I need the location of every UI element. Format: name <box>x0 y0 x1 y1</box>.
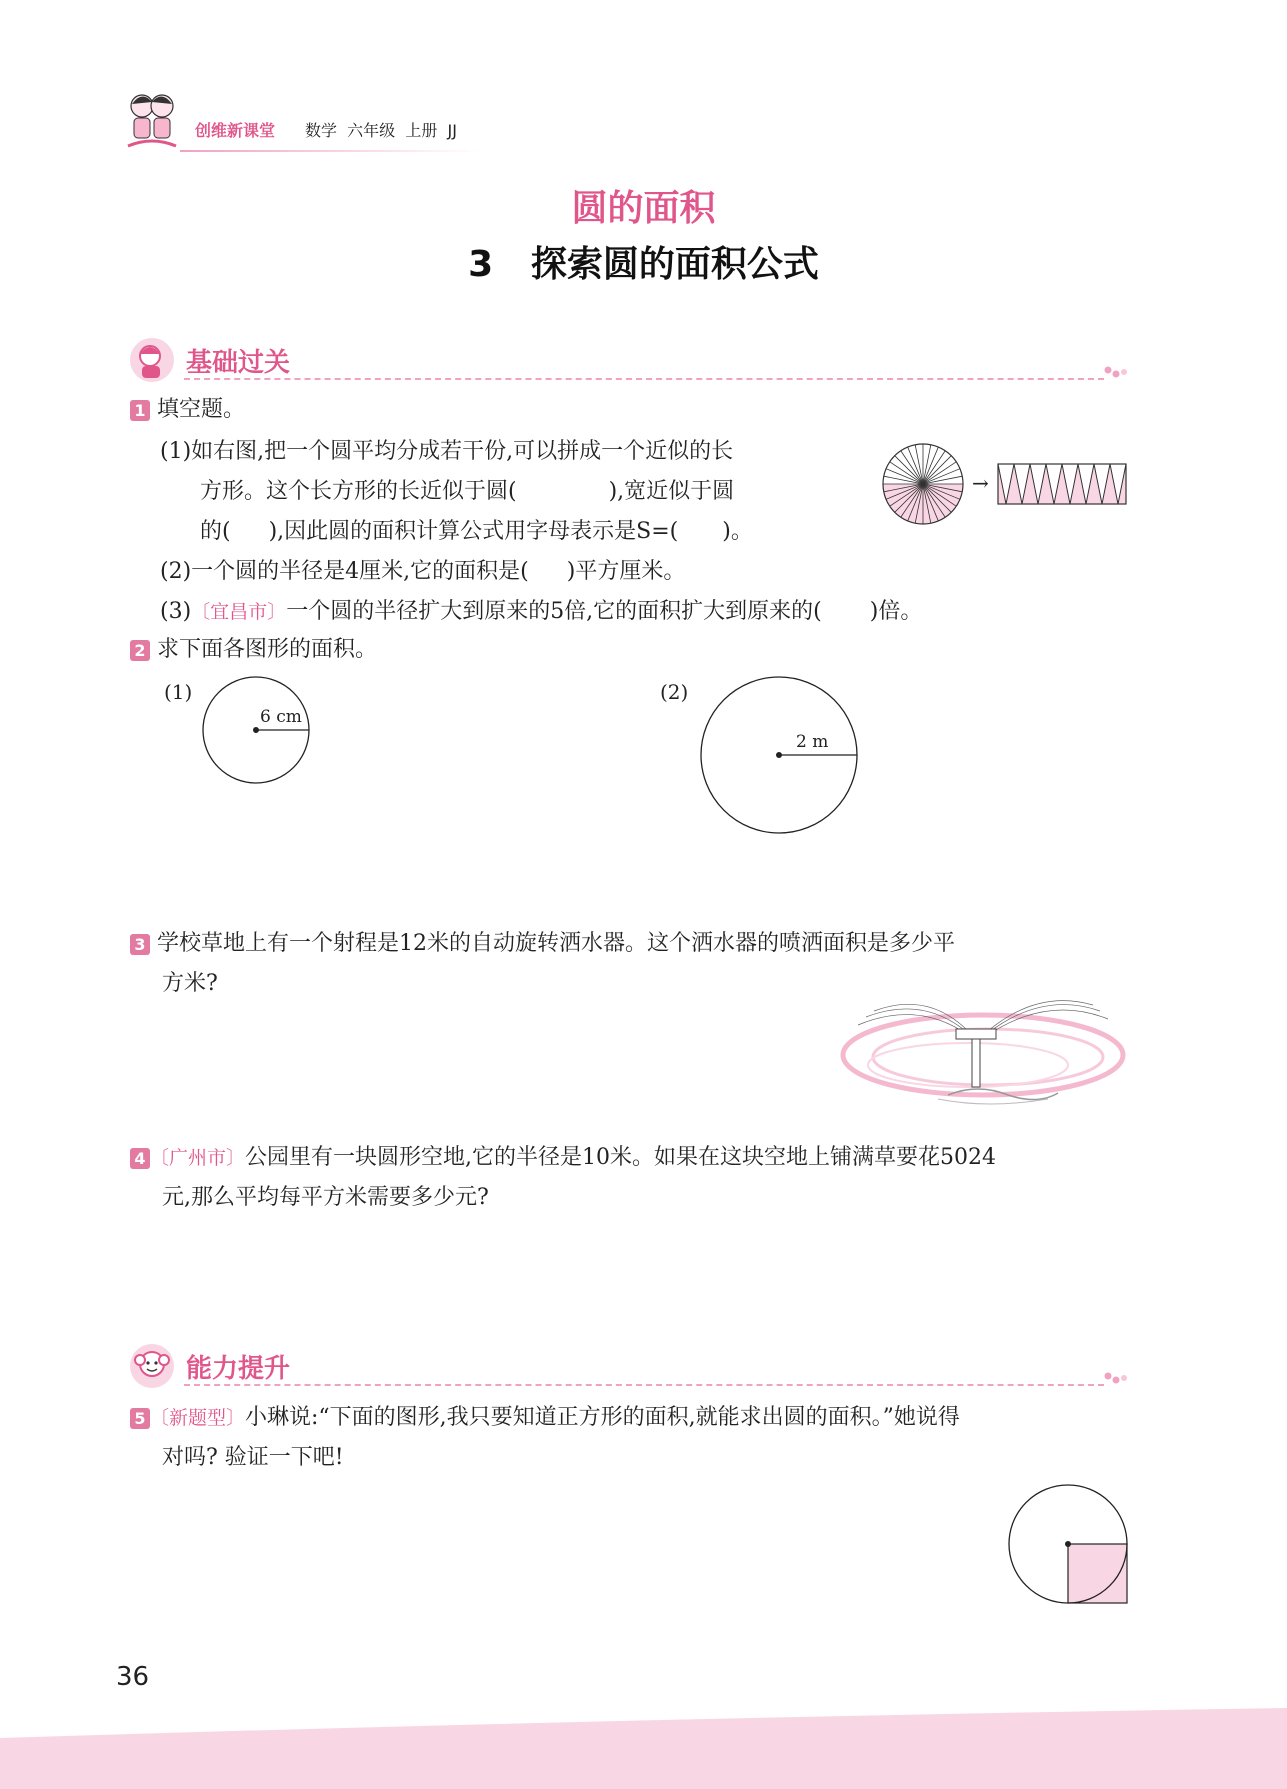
question-5-text: 小琳说:“下面的图形,我只要知道正方形的面积,就能求出圆的面积。”她说得 <box>245 1405 960 1430</box>
question-3-line2: 方米? <box>162 971 218 996</box>
sprinkler-illustration <box>838 995 1128 1110</box>
section-title-advanced: 能力提升 <box>186 1354 291 1384</box>
section-title-basics: 基础过关 <box>186 348 291 378</box>
sliced-circle <box>883 444 963 524</box>
q1-part3-text: )倍。 <box>869 599 923 624</box>
circle-figure-1 <box>200 676 320 786</box>
question-2-heading <box>130 630 377 670</box>
q2-figure1-label: (1) <box>164 680 193 704</box>
question-4-text: 公园里有一块圆形空地,它的半径是10米。如果在这块空地上铺满草要花5024 <box>245 1145 996 1170</box>
source-tag: 〔宜昌市〕 <box>191 601 287 623</box>
decorative-dots-icon <box>1104 366 1128 378</box>
question-number-badge: 5 <box>130 1408 150 1429</box>
q2-figure2-label: (2) <box>660 680 689 704</box>
question-5-line1 <box>130 1398 960 1438</box>
circle-with-square-figure <box>1006 1482 1130 1606</box>
question-1-heading <box>130 390 245 430</box>
question-4-line1 <box>130 1138 996 1178</box>
q1-part1-text: ),宽近似于圆 <box>608 479 735 504</box>
q1-part3-text: (3) <box>160 599 192 624</box>
q1-part1-line3 <box>200 512 753 552</box>
approx-rectangle <box>998 464 1126 504</box>
question-3-text: 学校草地上有一个射程是12米的自动旋转洒水器。这个洒水器的喷洒面积是多少平 <box>157 931 955 956</box>
circle-to-rectangle-diagram <box>880 440 1130 528</box>
footer-band <box>0 1708 1287 1789</box>
q1-part1-text: 的( <box>200 519 231 544</box>
q1-part3 <box>160 592 922 632</box>
question-1-title: 填空题。 <box>157 397 246 422</box>
question-5-line2: 对吗? 验证一下吧! <box>162 1445 344 1470</box>
mascot-kids-icon <box>126 90 178 152</box>
q1-part1-text: )。 <box>722 519 753 544</box>
q1-part1-text: ),因此圆的面积计算公式用字母表示是S=( <box>268 519 679 544</box>
brand-name: 创维新课堂 <box>195 121 276 140</box>
question-4-line2: 元,那么平均每平方米需要多少元? <box>162 1185 489 1210</box>
circle-figure-2 <box>700 676 862 836</box>
question-3-line1 <box>130 924 955 964</box>
decorative-dots-icon <box>1104 1372 1128 1384</box>
q1-part3-text: 一个圆的半径扩大到原来的5倍,它的面积扩大到原来的( <box>286 599 822 624</box>
arrow-icon: → <box>972 471 989 495</box>
section-monkey-icon <box>128 1342 176 1390</box>
question-number-badge: 4 <box>130 1148 150 1169</box>
page-number: 36 <box>116 1662 150 1692</box>
question-type-tag: 〔新题型〕 <box>150 1407 246 1429</box>
q1-part1-line2 <box>200 472 734 512</box>
radius-label: 2 m <box>796 732 829 752</box>
section-divider <box>184 1384 1104 1386</box>
section-divider <box>184 378 1104 380</box>
q1-part2-text: (2)一个圆的半径是4厘米,它的面积是( <box>160 559 529 584</box>
header-divider <box>180 150 480 152</box>
question-2-title: 求下面各图形的面积。 <box>157 637 378 662</box>
radius-label: 6 cm <box>260 707 302 727</box>
chapter-title: 圆的面积 <box>571 188 716 229</box>
q1-part2 <box>160 552 685 592</box>
lesson-title: 3 探索圆的面积公式 <box>468 244 819 285</box>
q1-part2-text: )平方厘米。 <box>566 559 686 584</box>
question-number-badge: 1 <box>130 400 150 421</box>
book-info: 数学 六年级 上册 JJ <box>305 121 457 140</box>
question-number-badge: 3 <box>130 934 150 955</box>
q1-part1-line1: (1)如右图,把一个圆平均分成若干份,可以拼成一个近似的长 <box>160 439 734 464</box>
question-number-badge: 2 <box>130 640 150 661</box>
source-tag: 〔广州市〕 <box>150 1147 246 1169</box>
section-girl-icon <box>128 336 176 384</box>
q1-part1-text: 方形。这个长方形的长近似于圆( <box>200 479 517 504</box>
